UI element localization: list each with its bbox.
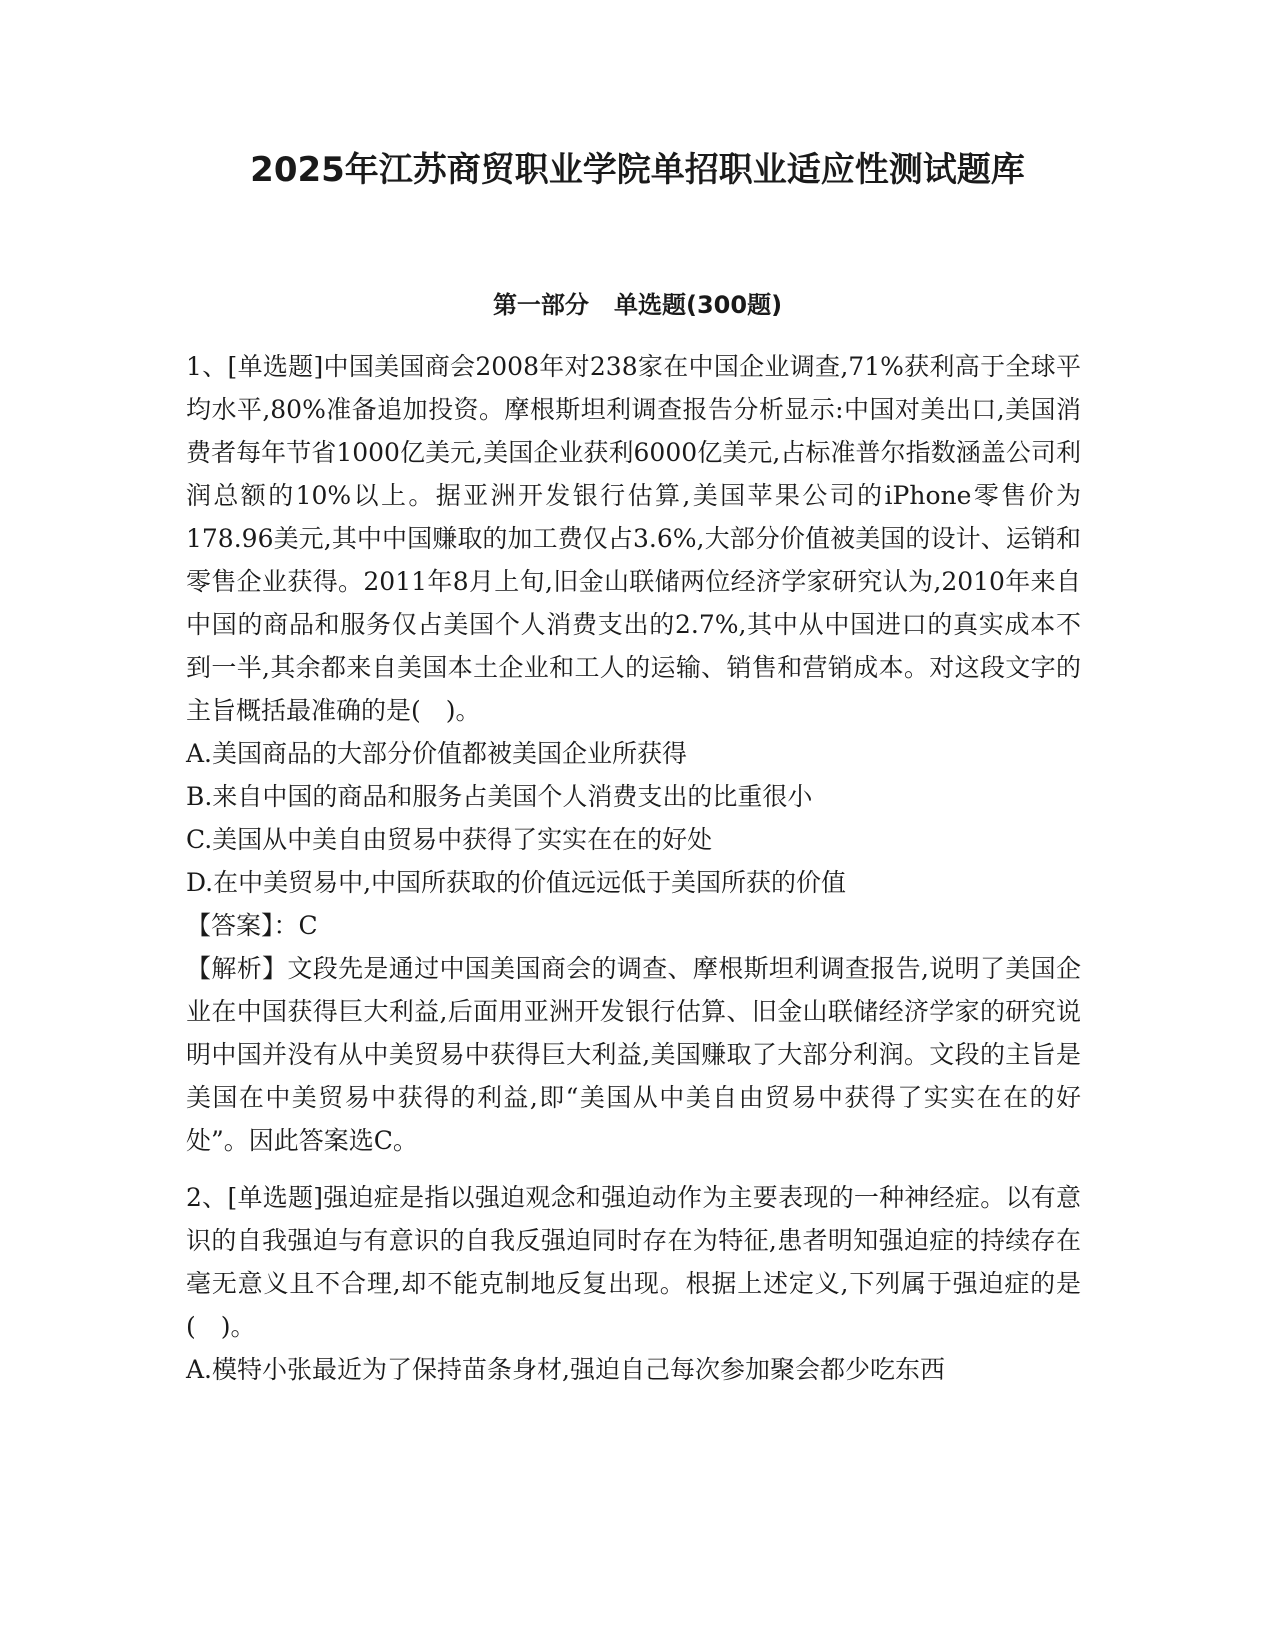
answer: 【答案】：C (186, 911, 318, 940)
question-1 (186, 345, 1081, 1162)
option-b: B.来自中国的商品和服务占美国个人消费支出的比重很小 (186, 782, 813, 811)
question-stem: 2、[单选题]强迫症是指以强迫观念和强迫动作为主要表现的一种神经症。以有意识的自我强迫与有意识的自我反强迫同时存在为特征,患者明知强迫症的持续存在毫无意义且不合理,却不能克制地反复出现。根据上述定义,下列属于强迫症的是( )。 (186, 1183, 1081, 1341)
option-c: C.美国从中美自由贸易中获得了实实在在的好处 (186, 825, 713, 854)
document-title: 2025年江苏商贸职业学院单招职业适应性测试题库 (250, 150, 1025, 190)
question-2 (186, 1176, 1081, 1391)
option-a: A.美国商品的大部分价值都被美国企业所获得 (186, 739, 688, 768)
section-title: 第一部分 单选题(300题) (492, 291, 783, 319)
question-stem: 1、[单选题]中国美国商会2008年对238家在中国企业调查,71%获利高于全球平均水平,80%准备追加投资。摩根斯坦利调查报告分析显示:中国对美出口,美国消费者每年节省1000亿美元,美国企业获利6000亿美元,占标准普尔指数涵盖公司利润总额的10%以上。据亚洲开发银行估算,美国苹果公司的iPhone零售价为178.96美元,其中中国赚取的加工费仅占3.6%,大部分价值被美国的设计、运销和零售企业获得。2011年8月上旬,旧金山联储两位经济学家研究认为,2010年来自中国的商品和服务仅占美国个人消费支出的2.7%,其中从中国进口的真实成本不到一半,其余都来自美国本土企业和工人的运输、销售和营销成本。对这段文字的主旨概括最准确的是( )。 (186, 352, 1081, 725)
option-a: A.模特小张最近为了保持苗条身材,强迫自己每次参加聚会都少吃东西 (186, 1355, 945, 1384)
question-list (186, 345, 1081, 1405)
option-d: D.在中美贸易中,中国所获取的价值远远低于美国所获的价值 (186, 868, 847, 897)
analysis: 【解析】文段先是通过中国美国商会的调查、摩根斯坦利调查报告,说明了美国企业在中国获得巨大利益,后面用亚洲开发银行估算、旧金山联储经济学家的研究说明中国并没有从中美贸易中获得巨大利益,美国赚取了大部分利润。文段的主旨是美国在中美贸易中获得的利益,即“美国从中美自由贸易中获得了实实在在的好处”。因此答案选C。 (186, 954, 1081, 1155)
